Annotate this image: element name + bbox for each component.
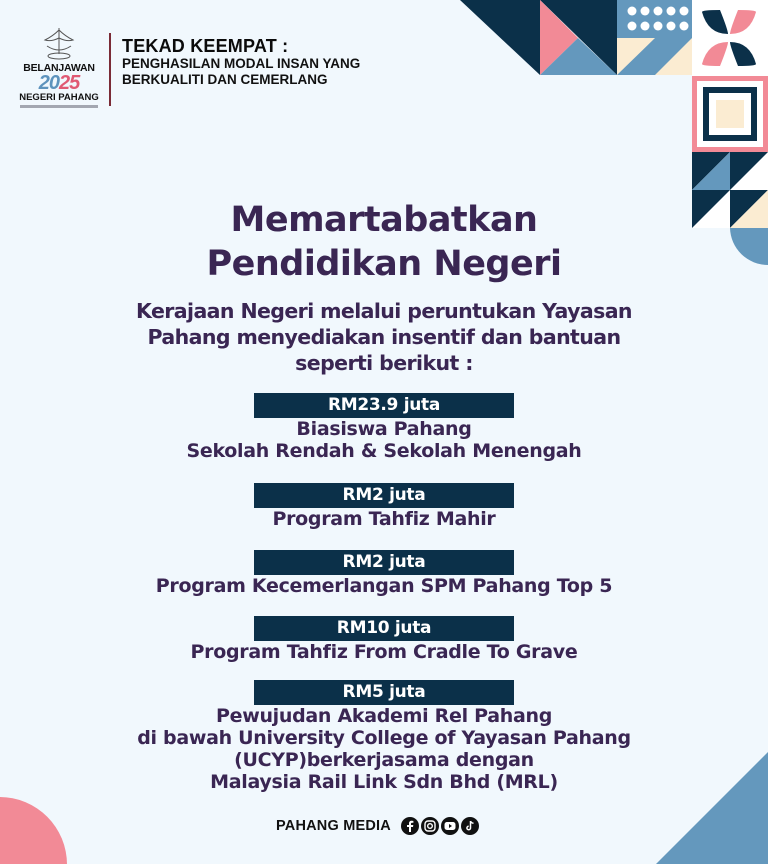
facebook-icon[interactable]: [401, 817, 419, 835]
youtube-icon[interactable]: [441, 817, 459, 835]
title-line-1: Memartabatkan: [230, 200, 538, 240]
intro-line-1: Kerajaan Negeri melalui peruntukan Yayasan: [136, 299, 632, 323]
tekad-subheading-2: BERKUALITI DAN CEMERLANG: [122, 72, 328, 87]
allocation-item: [0, 550, 768, 597]
amount-badge: RM2 juta: [254, 483, 514, 508]
amount-badge: RM2 juta: [254, 550, 514, 575]
intro-line-3: seperti berikut :: [295, 351, 473, 375]
allocation-item: [0, 393, 768, 462]
allocation-item: [0, 616, 768, 663]
item-desc: Pewujudan Akademi Rel Pahang: [215, 705, 553, 727]
item-desc: (UCYP)berkerjasama dengan: [234, 749, 534, 771]
intro-line-2: Pahang menyediakan insentif dan bantuan: [147, 325, 621, 349]
tiktok-icon[interactable]: [461, 817, 479, 835]
footer: [276, 817, 479, 835]
intro-text: [0, 298, 768, 376]
pink-circle-decoration: [0, 797, 67, 864]
item-desc: Program Tahfiz From Cradle To Grave: [190, 641, 578, 663]
belanjawan-logo: [14, 26, 104, 110]
tekad-heading-block: [122, 36, 360, 88]
header-divider: [109, 33, 111, 106]
instagram-icon[interactable]: [421, 817, 439, 835]
item-desc: Biasiswa Pahang: [296, 418, 472, 440]
social-icons: [401, 817, 479, 835]
item-desc: di bawah University College of Yayasan Pahang: [137, 727, 631, 749]
footer-label: PAHANG MEDIA: [276, 818, 391, 834]
tekad-heading: TEKAD KEEMPAT :: [122, 36, 289, 56]
page-title: [0, 198, 768, 286]
amount-badge: RM10 juta: [254, 616, 514, 641]
tekad-subheading-1: PENGHASILAN MODAL INSAN YANG: [122, 56, 361, 71]
amount-badge: RM5 juta: [254, 680, 514, 705]
item-desc: Sekolah Rendah & Sekolah Menengah: [186, 440, 582, 462]
amount-badge: RM23.9 juta: [254, 393, 514, 418]
item-desc: Malaysia Rail Link Sdn Bhd (MRL): [210, 771, 558, 793]
item-desc: Program Tahfiz Mahir: [272, 508, 496, 530]
allocation-item: [0, 483, 768, 530]
logo-line-belanjawan: BELANJAWAN: [23, 62, 95, 74]
logo-line-negeri: NEGERI PAHANG: [19, 92, 99, 103]
pahang-crest-icon: [39, 26, 79, 62]
logo-tagline: [20, 105, 98, 108]
allocation-item: [0, 680, 768, 793]
logo-year: 2025: [38, 72, 80, 94]
item-desc: Program Kecemerlangan SPM Pahang Top 5: [155, 575, 613, 597]
title-line-2: Pendidikan Negeri: [206, 244, 562, 284]
